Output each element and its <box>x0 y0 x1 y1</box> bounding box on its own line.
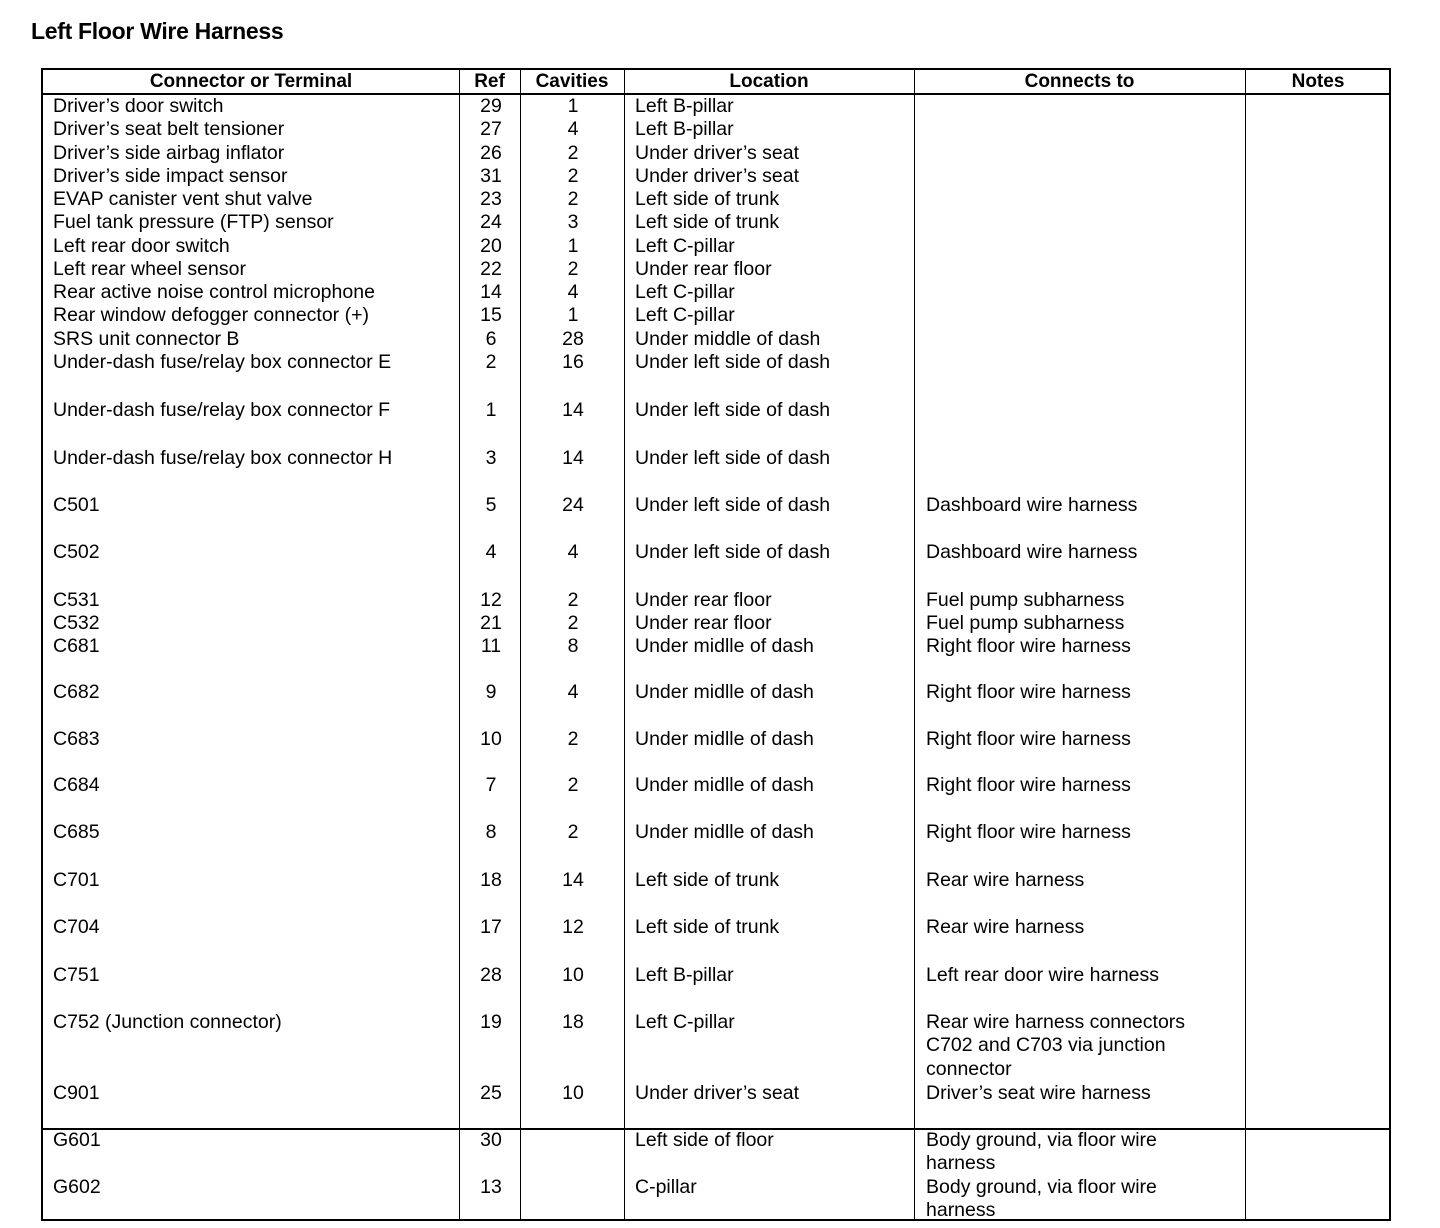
cell-location: Left side of trunk <box>635 916 780 938</box>
header-location: Location <box>729 71 809 92</box>
cell-connector: G602 <box>53 1176 101 1198</box>
header-connects-to: Connects to <box>1024 71 1135 92</box>
cell-connector: Driver’s side impact sensor <box>53 165 288 187</box>
cell-location: Left B-pillar <box>635 964 734 986</box>
cell-location: Left side of trunk <box>635 188 780 210</box>
cell-connector: G601 <box>53 1129 101 1151</box>
cell-ref: 8 <box>485 821 497 843</box>
cell-ref: 22 <box>480 258 502 280</box>
cell-connector: C752 (Junction connector) <box>53 1011 282 1033</box>
column-divider <box>914 70 915 1219</box>
cell-ref: 1 <box>485 399 497 421</box>
cell-connector: C501 <box>53 494 100 516</box>
cell-cavities: 1 <box>567 95 579 117</box>
cell-cavities: 10 <box>562 1082 584 1104</box>
cell-connects-to: Body ground, via floor wire harness <box>926 1129 1157 1175</box>
cell-ref: 23 <box>480 188 502 210</box>
cell-location: Left C-pillar <box>635 1011 735 1033</box>
cell-connects-to: Fuel pump subharness <box>926 612 1125 634</box>
cell-ref: 25 <box>480 1082 502 1104</box>
cell-connects-to: Left rear door wire harness <box>926 964 1160 986</box>
cell-connects-to: Right floor wire harness <box>926 774 1131 796</box>
cell-cavities: 2 <box>567 589 579 611</box>
cell-location: Left B-pillar <box>635 95 734 117</box>
cell-cavities: 2 <box>567 612 579 634</box>
header-notes: Notes <box>1291 71 1345 92</box>
cell-ref: 19 <box>480 1011 502 1033</box>
cell-connects-to: Right floor wire harness <box>926 821 1131 843</box>
cell-connects-to: Fuel pump subharness <box>926 589 1125 611</box>
cell-cavities: 4 <box>567 541 579 563</box>
cell-location: Under midlle of dash <box>635 821 814 843</box>
cell-connector: C684 <box>53 774 100 796</box>
cell-location: Under driver’s seat <box>635 1082 800 1104</box>
cell-ref: 28 <box>480 964 502 986</box>
cell-connector: Rear active noise control microphone <box>53 281 375 303</box>
cell-ref: 6 <box>485 328 497 350</box>
cell-connector: Left rear wheel sensor <box>53 258 246 280</box>
cell-connects-to: Rear wire harness <box>926 916 1085 938</box>
cell-location: Left C-pillar <box>635 235 735 257</box>
cell-ref: 10 <box>480 728 502 750</box>
cell-location: Under midlle of dash <box>635 728 814 750</box>
cell-location: Under driver’s seat <box>635 142 800 164</box>
cell-cavities: 14 <box>562 869 584 891</box>
cell-connector: C704 <box>53 916 100 938</box>
cell-connects-to: Right floor wire harness <box>926 681 1131 703</box>
cell-cavities: 2 <box>567 165 579 187</box>
cell-connects-to: Dashboard wire harness <box>926 541 1138 563</box>
cell-connects-to: Rear wire harness connectors C702 and C703 via junction connector <box>926 1011 1186 1080</box>
cell-location: Under rear floor <box>635 612 772 634</box>
cell-connector: C502 <box>53 541 100 563</box>
cell-connects-to: Right floor wire harness <box>926 635 1131 657</box>
cell-cavities: 10 <box>562 964 584 986</box>
cell-ref: 24 <box>480 211 502 233</box>
cell-ref: 31 <box>480 165 502 187</box>
cell-ref: 3 <box>485 447 497 469</box>
cell-connects-to: Body ground, via floor wire harness <box>926 1176 1157 1222</box>
cell-location: Left side of floor <box>635 1129 774 1151</box>
column-divider <box>1245 70 1246 1219</box>
header-cavities: Cavities <box>535 71 609 92</box>
cell-ref: 7 <box>485 774 497 796</box>
cell-location: Under midlle of dash <box>635 681 814 703</box>
cell-location: Left C-pillar <box>635 281 735 303</box>
cell-connector: SRS unit connector B <box>53 328 240 350</box>
cell-cavities: 2 <box>567 142 579 164</box>
cell-connector: Under-dash fuse/relay box connector F <box>53 399 391 421</box>
cell-location: Under midlle of dash <box>635 635 814 657</box>
cell-ref: 21 <box>480 612 502 634</box>
cell-connector: C682 <box>53 681 100 703</box>
cell-connector: C683 <box>53 728 100 750</box>
cell-location: Under rear floor <box>635 258 772 280</box>
cell-location: C-pillar <box>635 1176 697 1198</box>
header-connector: Connector or Terminal <box>149 71 353 92</box>
cell-ref: 17 <box>480 916 502 938</box>
cell-connects-to: Rear wire harness <box>926 869 1085 891</box>
connector-table <box>41 68 1391 1221</box>
cell-connects-to: Driver’s seat wire harness <box>926 1082 1151 1104</box>
cell-location: Under driver’s seat <box>635 165 800 187</box>
cell-connects-to: Right floor wire harness <box>926 728 1131 750</box>
cell-cavities: 1 <box>567 304 579 326</box>
cell-cavities: 2 <box>567 258 579 280</box>
cell-cavities: 1 <box>567 235 579 257</box>
column-divider <box>459 70 460 1219</box>
cell-connector: C681 <box>53 635 100 657</box>
cell-connector: C532 <box>53 612 100 634</box>
cell-cavities: 14 <box>562 399 584 421</box>
cell-cavities: 4 <box>567 281 579 303</box>
cell-ref: 18 <box>480 869 502 891</box>
cell-ref: 9 <box>485 681 497 703</box>
cell-ref: 12 <box>480 589 502 611</box>
cell-ref: 2 <box>485 351 497 373</box>
cell-ref: 5 <box>485 494 497 516</box>
cell-cavities: 24 <box>562 494 584 516</box>
cell-cavities: 2 <box>567 821 579 843</box>
cell-ref: 29 <box>480 95 502 117</box>
cell-location: Under left side of dash <box>635 541 831 563</box>
cell-location: Left C-pillar <box>635 304 735 326</box>
cell-location: Left side of trunk <box>635 211 780 233</box>
cell-cavities: 12 <box>562 916 584 938</box>
cell-location: Under left side of dash <box>635 399 831 421</box>
cell-ref: 20 <box>480 235 502 257</box>
cell-cavities: 16 <box>562 351 584 373</box>
cell-ref: 4 <box>485 541 497 563</box>
cell-connector: Driver’s seat belt tensioner <box>53 118 285 140</box>
cell-connector: EVAP canister vent shut valve <box>53 188 313 210</box>
cell-cavities: 28 <box>562 328 584 350</box>
cell-cavities: 3 <box>567 211 579 233</box>
cell-cavities: 2 <box>567 728 579 750</box>
cell-connector: C531 <box>53 589 100 611</box>
cell-ref: 26 <box>480 142 502 164</box>
cell-location: Left B-pillar <box>635 118 734 140</box>
cell-connects-to: Dashboard wire harness <box>926 494 1138 516</box>
cell-cavities: 4 <box>567 118 579 140</box>
cell-location: Under middle of dash <box>635 328 821 350</box>
cell-connector: Driver’s side airbag inflator <box>53 142 285 164</box>
cell-connector: Under-dash fuse/relay box connector E <box>53 351 392 373</box>
cell-connector: Driver’s door switch <box>53 95 224 117</box>
cell-location: Under left side of dash <box>635 494 831 516</box>
cell-connector: Rear window defogger connector (+) <box>53 304 369 326</box>
cell-connector: C901 <box>53 1082 100 1104</box>
cell-location: Under left side of dash <box>635 351 831 373</box>
cell-cavities: 4 <box>567 681 579 703</box>
column-divider <box>624 70 625 1219</box>
cell-cavities: 2 <box>567 774 579 796</box>
cell-ref: 13 <box>480 1176 502 1198</box>
cell-connector: C701 <box>53 869 100 891</box>
cell-location: Left side of trunk <box>635 869 780 891</box>
cell-connector: Under-dash fuse/relay box connector H <box>53 447 393 469</box>
header-ref: Ref <box>474 71 505 92</box>
page-title: Left Floor Wire Harness <box>31 18 284 44</box>
cell-ref: 15 <box>480 304 502 326</box>
cell-ref: 11 <box>480 635 502 657</box>
cell-ref: 14 <box>480 281 502 303</box>
cell-connector: C685 <box>53 821 100 843</box>
cell-location: Under rear floor <box>635 589 772 611</box>
cell-connector: C751 <box>53 964 100 986</box>
cell-location: Under midlle of dash <box>635 774 814 796</box>
cell-ref: 30 <box>480 1129 502 1151</box>
cell-cavities: 8 <box>567 635 579 657</box>
cell-cavities: 2 <box>567 188 579 210</box>
cell-ref: 27 <box>480 118 502 140</box>
cell-cavities: 14 <box>562 447 584 469</box>
cell-connector: Left rear door switch <box>53 235 230 257</box>
cell-cavities: 18 <box>562 1011 584 1033</box>
cell-connector: Fuel tank pressure (FTP) sensor <box>53 211 334 233</box>
cell-location: Under left side of dash <box>635 447 831 469</box>
